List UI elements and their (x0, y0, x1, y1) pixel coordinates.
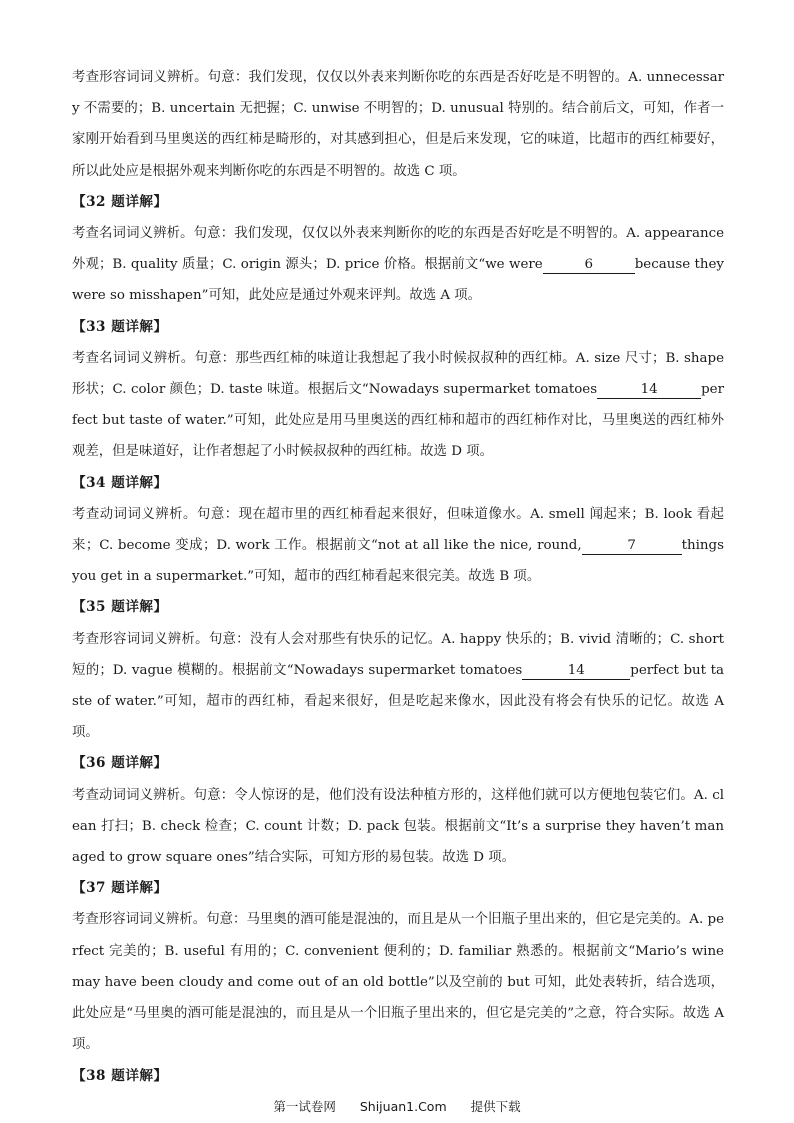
paragraph-32-answer: 考查名词词义辨析。句意：我们发现，仅仅以外表来判断你的吃的东西是否好吃是不明智的。A. appearance 外观；B. quality 质量；C. origin 源头；D. price 价格。根据前文“we were 6 because they were so misshapen”可知，此处应是通过外观来评判。故选 A 项。 (72, 226, 724, 304)
paragraph-36-answer: 考查动词词义辨析。句意：令人惊讶的是，他们没有设法种植方形的，这样他们就可以方便地包装它们。A. clean 打扫；B. check 检查；C. count 计数；D. pack 包装。根据前文“It’s a surprise they haven’t managed to grow square ones”结合实际，可知方形的易包装。故选 D 项。 (72, 787, 724, 866)
footer-action: 提供下载 (470, 1099, 521, 1114)
heading-32: 【32 题详解】 (72, 193, 168, 210)
blank-6: 6 (543, 257, 635, 274)
blank-14: 14 (597, 382, 701, 399)
heading-36: 【36 题详解】 (72, 755, 168, 772)
blank-7: 7 (582, 538, 682, 555)
heading-35: 【35 题详解】 (72, 599, 168, 616)
heading-34: 【34 题详解】 (72, 474, 168, 491)
heading-38: 【38 题详解】 (72, 1067, 168, 1084)
footer-site-domain[interactable]: Shijuan1.Com (359, 1099, 447, 1114)
footer-site-name: 第一试卷网 (273, 1099, 336, 1114)
heading-37: 【37 题详解】 (72, 880, 168, 897)
blank-14: 14 (522, 663, 630, 680)
paragraph-35-answer: 考查形容词词义辨析。句意：没有人会对那些有快乐的记忆。A. happy 快乐的；B. vivid 清晰的；C. short 短的；D. vague 模糊的。根据前文“Nowadays supermarket tomatoes 14 perfect but taste of water.”可知，超市的西红柿，看起来很好，但是吃起来像水，因此没有将会有快乐的记忆。故选 A 项。 (72, 631, 724, 741)
document-body (72, 62, 724, 1092)
paragraph-37-answer: 考查形容词词义辨析。句意：马里奥的酒可能是混浊的，而且是从一个旧瓶子里出来的，但它是完美的。A. perfect 完美的；B. useful 有用的；C. convenient 便利的；D. familiar 熟悉的。根据前文“Mario’s wine may have been cloudy and come out of an old bottle”以及空前的 but 可知，此处表转折，结合选项，此处应是“马里奥的酒可能是混浊的，而且是从一个旧瓶子里出来的，但它是完美的”之意，符合实际。故选 A 项。 (72, 912, 724, 1053)
paragraph-33-answer: 考查名词词义辨析。句意：那些西红柿的味道让我想起了我小时候叔叔种的西红柿。A. size 尺寸；B. shape 形状；C. color 颜色；D. taste 味道。根据后文“Nowadays supermarket tomatoes 14 perfect but taste of water.”可知，此处应是用马里奥送的西红柿和超市的西红柿作对比，马里奥送的西红柿外观差，但是味道好，让作者想起了小时候叔叔种的西红柿。故选 D 项。 (72, 350, 724, 460)
page-footer (0, 1097, 794, 1115)
paragraph-34-answer: 考查动词词义辨析。句意：现在超市里的西红柿看起来很好，但味道像水。A. smell 闻起来；B. look 看起来；C. become 变成；D. work 工作。根据前文“not at all like the nice, round, 7 things you get in a supermarket.”可知，超市的西红柿看起来很完美。故选 B 项。 (72, 506, 724, 585)
paragraph-31-answer: 考查形容词词义辨析。句意：我们发现，仅仅以外表来判断你吃的东西是否好吃是不明智的。A. unnecessary 不需要的；B. uncertain 无把握；C. unwise 不明智的；D. unusual 特别的。结合前后文，可知，作者一家刚开始看到马里奥送的西红柿是畸形的，对其感到担心，但是后来发现，它的味道，比超市的西红柿要好，所以此处应是根据外观来判断你吃的东西是不明智的。故选 C 项。 (72, 70, 724, 179)
heading-33: 【33 题详解】 (72, 318, 168, 335)
